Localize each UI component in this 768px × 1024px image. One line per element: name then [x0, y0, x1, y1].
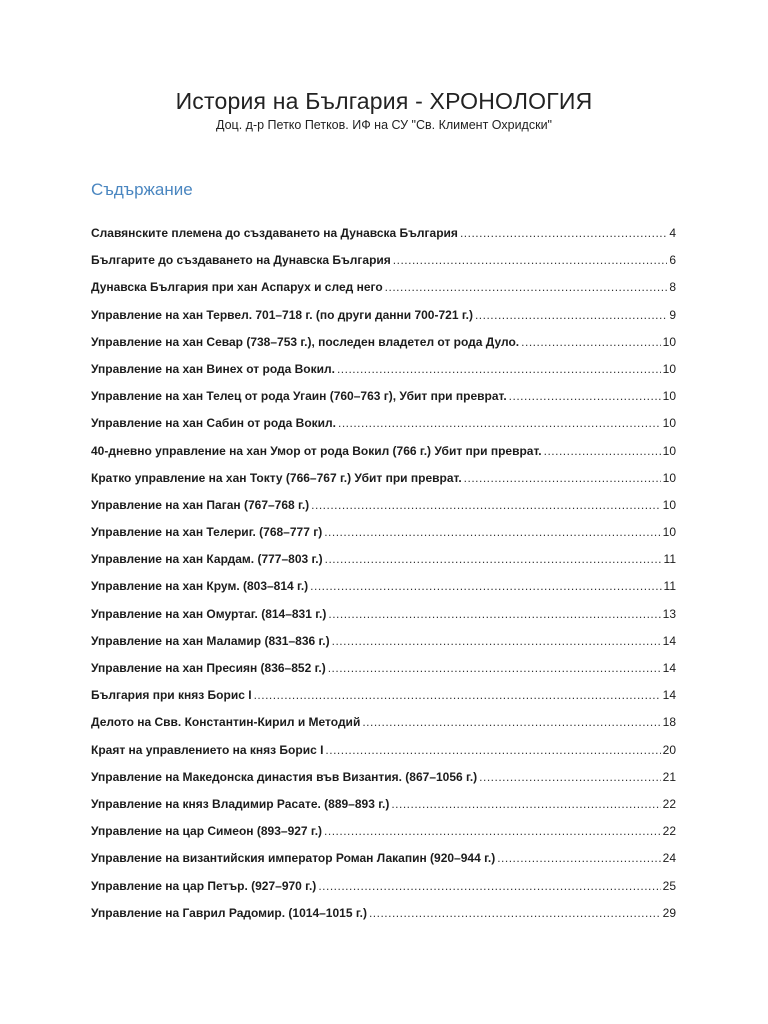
- toc-entry-page-number: 10: [662, 389, 676, 404]
- toc-entry-title: Управление на Македонска династия във Византия. (867–1056 г.): [91, 769, 478, 784]
- toc-entry[interactable]: [91, 607, 676, 634]
- toc-entry-page-number: 14: [662, 661, 676, 675]
- toc-entry-title: Българите до създаването на Дунавска България: [91, 253, 391, 268]
- document-title: История на България - ХРОНОЛОГИЯ: [175, 88, 593, 114]
- toc-dot-leader: [311, 498, 660, 512]
- toc-dot-leader: [521, 335, 660, 349]
- toc-entry-page-number: 11: [663, 579, 676, 594]
- toc-entry-page-number: 8: [669, 280, 676, 295]
- toc-entry[interactable]: [91, 770, 676, 797]
- toc-entry[interactable]: [91, 444, 676, 471]
- toc-entry[interactable]: [91, 906, 676, 933]
- toc-entry-page-number: 13: [662, 606, 676, 621]
- toc-entry[interactable]: [91, 552, 676, 579]
- toc-dot-leader: [318, 879, 660, 893]
- toc-dot-leader: [497, 851, 660, 865]
- toc-entry-title: Управление на хан Омуртаг. (814–831 г.): [91, 606, 327, 621]
- toc-entry[interactable]: [91, 498, 676, 525]
- toc-entry-page-number: 29: [662, 905, 676, 920]
- toc-entry-page-number: 10: [662, 470, 676, 485]
- toc-entry-title: Славянските племена до създаването на Дунавска България: [91, 226, 458, 240]
- toc-entry-page-number: 10: [662, 416, 676, 431]
- toc-entry[interactable]: [91, 715, 676, 742]
- toc-entry[interactable]: [91, 416, 676, 443]
- toc-entry-page-number: 6: [669, 253, 676, 268]
- toc-entry[interactable]: [91, 797, 676, 824]
- toc-entry-title: Управление на цар Петър. (927–970 г.): [91, 878, 317, 893]
- toc-entry[interactable]: [91, 308, 676, 335]
- toc-entry-page-number: 4: [669, 226, 676, 240]
- toc-entry-title: Управление на хан Пресиян (836–852 г.): [91, 661, 326, 675]
- toc-entry-title: Управление на хан Телец от рода Угаин (760–763 г), Убит при преврат.: [91, 389, 507, 404]
- toc-entry-title: Управление на хан Винех от рода Вокил.: [91, 361, 335, 376]
- toc-entry-title: Управление на хан Крум. (803–814 г.): [91, 579, 309, 594]
- toc-dot-leader: [509, 389, 661, 403]
- table-of-contents: [91, 226, 676, 933]
- toc-dot-leader: [475, 308, 667, 322]
- toc-dot-leader: [325, 552, 662, 566]
- toc-entry[interactable]: [91, 661, 676, 688]
- document-subtitle: Доц. д-р Петко Петков. ИФ на СУ "Св. Климент Охридски": [216, 118, 552, 132]
- toc-dot-leader: [391, 797, 660, 811]
- toc-entry-page-number: 24: [662, 851, 676, 866]
- toc-entry-title: Управление на Гаврил Радомир. (1014–1015 г.): [91, 905, 367, 920]
- toc-entry[interactable]: [91, 280, 676, 307]
- toc-dot-leader: [479, 770, 660, 784]
- toc-dot-leader: [338, 416, 661, 430]
- toc-entry-page-number: 25: [662, 878, 676, 893]
- toc-entry-page-number: 11: [663, 552, 676, 567]
- toc-entry[interactable]: [91, 253, 676, 280]
- toc-entry-title: Краят на управлението на княз Борис I: [91, 742, 324, 757]
- toc-entry-title: Управление на хан Кардам. (777–803 г.): [91, 552, 323, 567]
- toc-entry-title: Управление на хан Тервел. 701–718 г. (по други данни 700-721 г.): [91, 307, 473, 322]
- toc-dot-leader: [464, 471, 661, 485]
- toc-entry[interactable]: [91, 824, 676, 851]
- toc-dot-leader: [369, 906, 661, 920]
- toc-dot-leader: [385, 280, 668, 294]
- toc-entry[interactable]: [91, 335, 676, 362]
- toc-dot-leader: [324, 525, 660, 539]
- toc-entry[interactable]: [91, 389, 676, 416]
- toc-entry[interactable]: [91, 688, 676, 715]
- toc-dot-leader: [460, 226, 667, 240]
- toc-entry[interactable]: [91, 743, 676, 770]
- toc-entry[interactable]: [91, 362, 676, 389]
- toc-entry[interactable]: [91, 879, 676, 906]
- toc-dot-leader: [310, 579, 661, 593]
- toc-entry[interactable]: [91, 579, 676, 606]
- toc-entry-page-number: 21: [662, 769, 676, 784]
- toc-entry-page-number: 22: [662, 824, 676, 839]
- toc-entry-title: Управление на хан Севар (738–753 г.), последен владетел от рода Дуло.: [91, 334, 520, 349]
- toc-entry-title: Управление на цар Симеон (893–927 г.): [91, 824, 323, 839]
- toc-dot-leader: [324, 824, 661, 838]
- toc-entry-page-number: 9: [669, 307, 676, 322]
- toc-entry-page-number: 18: [662, 715, 676, 730]
- toc-dot-leader: [544, 444, 661, 458]
- toc-entry-page-number: 20: [662, 742, 676, 757]
- toc-entry[interactable]: [91, 851, 676, 878]
- toc-entry-title: Управление на хан Сабин от рода Вокил.: [91, 416, 336, 431]
- toc-dot-leader: [328, 607, 660, 621]
- toc-dot-leader: [332, 634, 661, 648]
- toc-entry-page-number: 14: [662, 688, 676, 703]
- toc-entry-title: 40-дневно управление на хан Умор от рода Вокил (766 г.) Убит при преврат.: [91, 443, 542, 458]
- toc-dot-leader: [254, 688, 661, 702]
- toc-entry[interactable]: [91, 226, 676, 253]
- toc-heading: Съдържание: [91, 180, 193, 199]
- toc-dot-leader: [325, 743, 660, 757]
- toc-dot-leader: [362, 715, 660, 729]
- toc-entry-title: Делото на Свв. Константин-Кирил и Методий: [91, 715, 361, 730]
- toc-entry-page-number: 14: [662, 633, 676, 648]
- toc-entry-page-number: 10: [662, 497, 676, 512]
- toc-entry-page-number: 22: [662, 796, 676, 811]
- toc-entry[interactable]: [91, 471, 676, 498]
- toc-entry-title: Управление на хан Паган (767–768 г.): [91, 497, 310, 512]
- toc-entry[interactable]: [91, 525, 676, 552]
- toc-entry-title: Дунавска България при хан Аспарух и след него: [91, 280, 383, 295]
- toc-entry-page-number: 10: [662, 443, 676, 458]
- toc-entry-title: България при княз Борис I: [91, 688, 252, 703]
- toc-entry-title: Кратко управление на хан Токту (766–767 г.) Убит при преврат.: [91, 470, 462, 485]
- toc-entry[interactable]: [91, 634, 676, 661]
- toc-entry-page-number: 10: [662, 525, 676, 540]
- toc-dot-leader: [328, 661, 661, 675]
- toc-entry-title: Управление на византийския император Роман Лакапин (920–944 г.): [91, 851, 496, 866]
- toc-dot-leader: [393, 253, 668, 267]
- toc-entry-title: Управление на княз Владимир Расате. (889–893 г.): [91, 796, 390, 811]
- toc-entry-page-number: 10: [662, 334, 676, 349]
- toc-entry-title: Управление на хан Маламир (831–836 г.): [91, 633, 330, 648]
- toc-dot-leader: [337, 362, 661, 376]
- toc-entry-title: Управление на хан Телериг. (768–777 г): [91, 525, 323, 540]
- toc-entry-page-number: 10: [662, 361, 676, 376]
